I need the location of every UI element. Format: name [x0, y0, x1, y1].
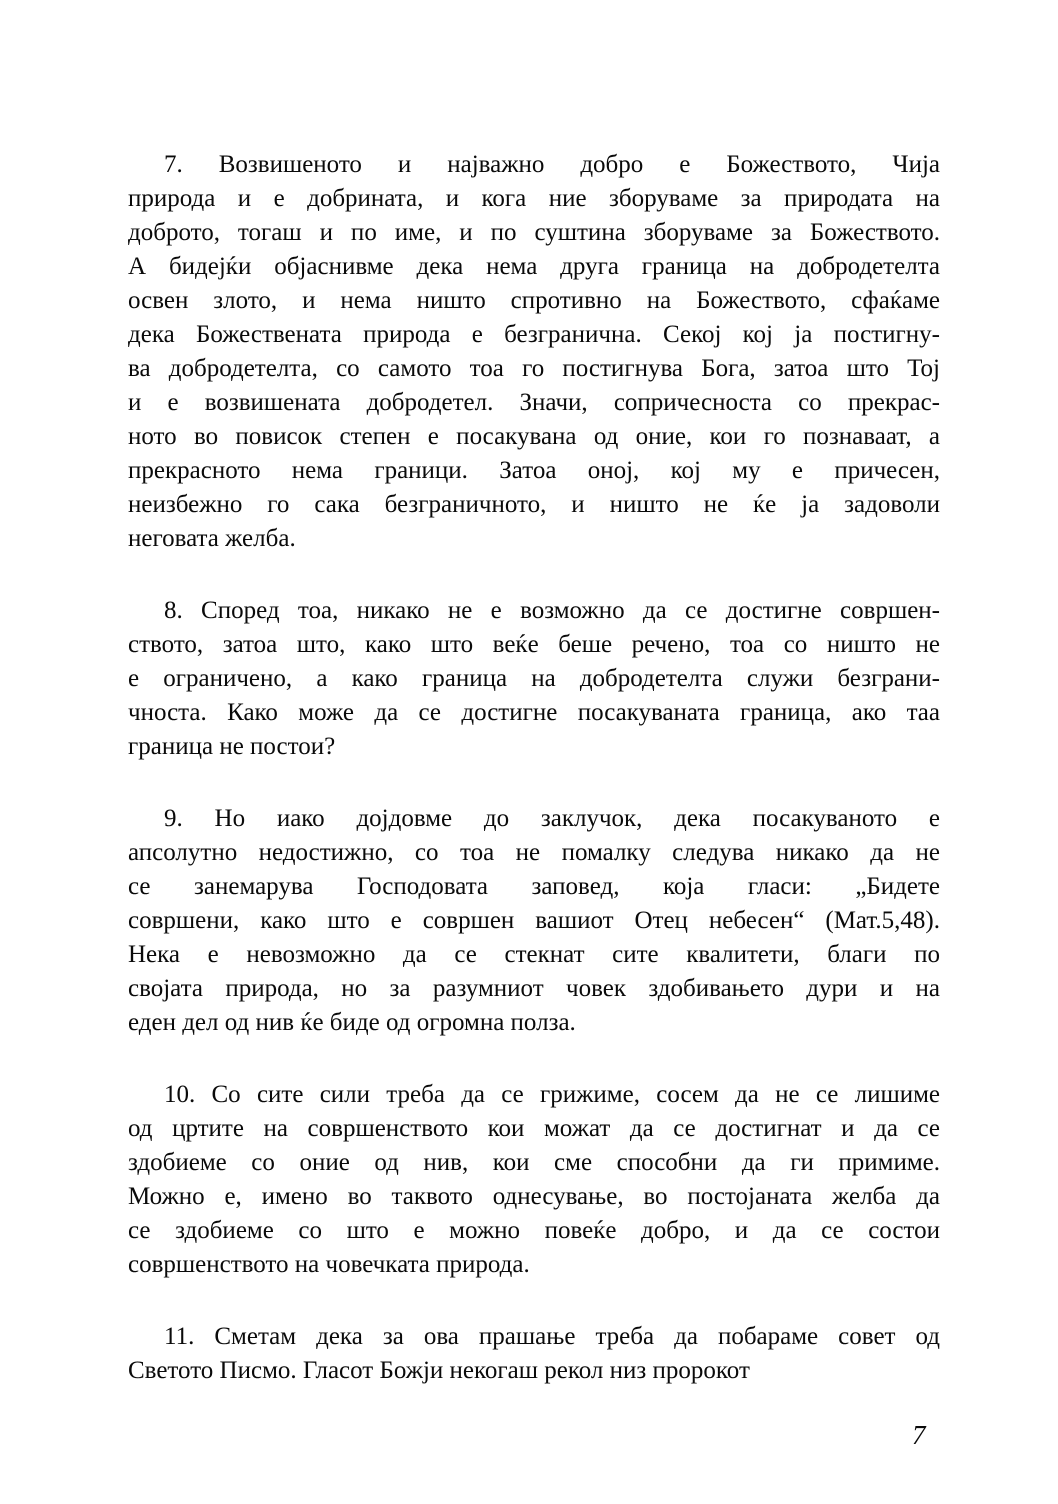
- text-line: 11. Сметам дека за ова прашање треба да побараме совет од: [164, 1323, 940, 1350]
- paragraph: [128, 148, 940, 556]
- text-line: чноста. Како може да се достигне посакуваната граница, ако таа: [128, 699, 940, 726]
- text-line: 9. Но иако дојдовме до заклучок, дека посакуваното е: [164, 805, 940, 832]
- text-line: неговата желба.: [128, 525, 296, 552]
- text-line: Нека е невозможно да се стекнат сите квалитети, благи по: [128, 941, 940, 968]
- text-line: се здобиеме со што е можно повеќе добро, и да се состои: [128, 1217, 940, 1244]
- text-line: здобиеме со оние од нив, кои сме способни да ги примиме.: [128, 1149, 940, 1176]
- text-line: Можно е, имено во таквото однесување, во постојаната желба да: [128, 1183, 940, 1210]
- text-line: освен злото, и нема ништо спротивно на Божеството, сфаќаме: [128, 287, 940, 314]
- text-line: граница не постои?: [128, 733, 336, 760]
- text-line: совршенството на човечката природа.: [128, 1251, 530, 1278]
- text-line: од цртите на совршенството кои можат да се достигнат и да се: [128, 1115, 940, 1142]
- text-line: 8. Според тоа, никако не е возможно да се достигне совршен-: [164, 597, 940, 624]
- text-line: и е возвишената добродетел. Значи, сопричесноста со прекрас-: [128, 389, 940, 416]
- text-line: својата природа, но за разумниот човек здобивањето дури и на: [128, 975, 940, 1002]
- text-line: се занемарува Господовата заповед, која гласи: „Бидете: [128, 873, 940, 900]
- body-text: [128, 148, 940, 1426]
- text-line: доброто, тогаш и по име, и по суштина зборуваме за Божеството.: [128, 219, 940, 246]
- text-line: 10. Со сите сили треба да се грижиме, сосем да не се лишиме: [164, 1081, 940, 1108]
- text-line: еден дел од нив ќе биде од огромна полза.: [128, 1009, 576, 1036]
- paragraph: [128, 594, 940, 764]
- text-line: природа и е добрината, и кога ние зборуваме за природата на: [128, 185, 940, 212]
- text-line: прекрасното нема граници. Затоа оној, кој му е причесен,: [128, 457, 940, 484]
- paragraph: [128, 802, 940, 1040]
- page-number: 7: [912, 1420, 926, 1450]
- text-line: ва добродетелта, со самото тоа го постигнува Бога, затоа што Тој: [128, 355, 940, 382]
- paragraph: [128, 1320, 940, 1388]
- text-line: дека Божествената природа е безгранична. Секој кој ја постигну-: [128, 321, 940, 348]
- text-line: ното во повисок степен е посакувана од оние, кои го познаваат, а: [128, 423, 940, 450]
- text-line: 7. Возвишеното и најважно добро е Божеството, Чија: [164, 151, 940, 178]
- paragraph: [128, 1078, 940, 1282]
- text-line: апсолутно недостижно, со тоа не помалку следува никако да не: [128, 839, 940, 866]
- text-line: ството, затоа што, како што веќе беше речено, тоа со ништо не: [128, 631, 940, 658]
- text-line: неизбежно го сака безграничното, и ништо не ќе ја задоволи: [128, 491, 940, 518]
- text-line: А бидејќи објаснивме дека нема друга граница на добродетелта: [128, 253, 940, 280]
- text-line: е ограничено, а како граница на добродетелта служи безграни-: [128, 665, 940, 692]
- text-line: Светото Писмо. Гласот Божји некогаш рекол низ пророкот: [128, 1357, 750, 1384]
- text-line: совршени, како што е совршен вашиот Отец небесен“ (Мат.5,48).: [128, 907, 940, 934]
